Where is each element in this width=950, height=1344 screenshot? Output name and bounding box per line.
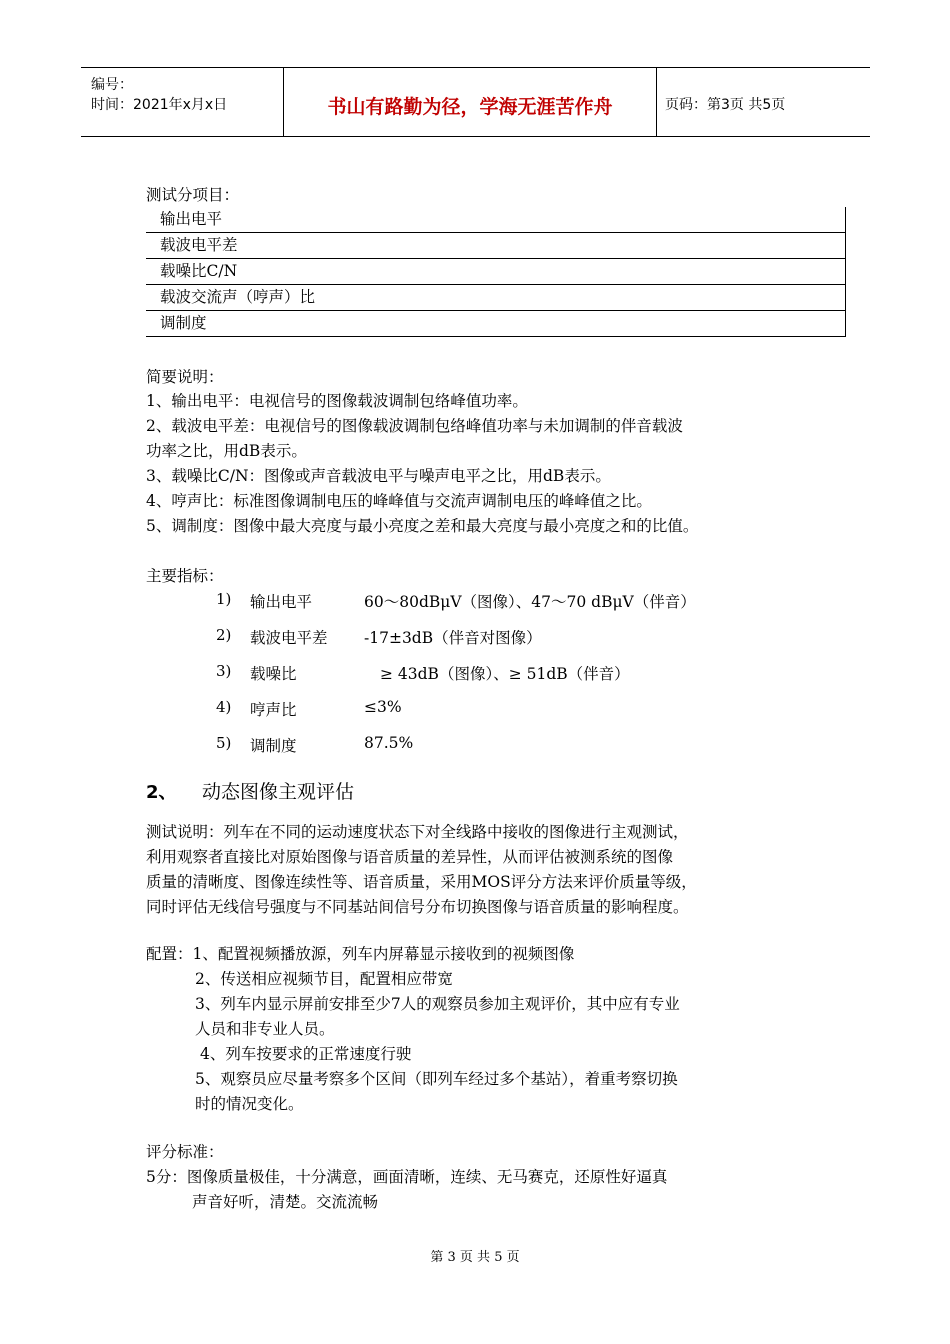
config-line: 配置：1、配置视频播放源，列车内屏幕显示接收到的视频图像 bbox=[146, 945, 575, 963]
table-row bbox=[146, 259, 846, 285]
brief-line: 4、哼声比：标准图像调制电压的峰峰值与交流声调制电压的峰峰值之比。 bbox=[146, 492, 652, 510]
header-page-code: 页码：第3页 共5页 bbox=[665, 97, 786, 113]
table-row bbox=[146, 311, 846, 337]
brief-title: 简要说明： bbox=[146, 368, 224, 386]
indicator-number: 1) bbox=[216, 590, 232, 608]
header-right-cell bbox=[657, 68, 870, 136]
brief-line: 2、载波电平差：电视信号的图像载波调制包络峰值功率与未加调制的伴音载波 bbox=[146, 417, 683, 435]
subitem-cell: 载波交流声（哼声）比 bbox=[146, 285, 846, 311]
indicator-name: 输出电平 bbox=[250, 593, 313, 611]
indicator-number: 4) bbox=[216, 698, 232, 716]
number-label: 编号： bbox=[91, 77, 133, 93]
table-row bbox=[146, 207, 846, 233]
subitem-cell: 载波电平差 bbox=[146, 233, 846, 259]
indicator-value: 60～80dBμV（图像）、47～70 dBμV（伴音） bbox=[364, 593, 696, 611]
table-row bbox=[146, 285, 846, 311]
table-row bbox=[146, 233, 846, 259]
subitem-cell: 载噪比C/N bbox=[146, 259, 846, 285]
header-motto: 书山有路勤为径，学海无涯苦作舟 bbox=[327, 96, 613, 118]
indicator-value: ≥ 43dB（图像）、≥ 51dB（伴音） bbox=[380, 665, 630, 683]
subitems-table bbox=[146, 207, 846, 337]
indicator-value: ≤3% bbox=[364, 698, 402, 716]
brief-line: 功率之比，用dB表示。 bbox=[146, 442, 307, 460]
scoring-title: 评分标准： bbox=[146, 1143, 224, 1161]
indicators-title: 主要指标： bbox=[146, 567, 224, 585]
subitem-cell: 调制度 bbox=[146, 311, 846, 337]
brief-line: 3、载噪比C/N：图像或声音载波电平与噪声电平之比，用dB表示。 bbox=[146, 467, 611, 485]
indicator-value: 87.5% bbox=[364, 734, 414, 752]
indicator-name: 哼声比 bbox=[250, 701, 297, 719]
section-desc-line: 质量的清晰度、图像连续性等、语音质量，采用MOS评分方法来评价质量等级， bbox=[146, 873, 697, 891]
section-desc-line: 测试说明：列车在不同的运动速度状态下对全线路中接收的图像进行主观测试， bbox=[146, 823, 689, 841]
indicator-name: 调制度 bbox=[250, 737, 297, 755]
brief-line: 1、输出电平：电视信号的图像载波调制包络峰值功率。 bbox=[146, 392, 528, 410]
config-line: 4、列车按要求的正常速度行驶 bbox=[200, 1045, 412, 1063]
section-desc-line: 利用观察者直接比对原始图像与语音质量的差异性，从而评估被测系统的图像 bbox=[146, 848, 674, 866]
config-line: 2、传送相应视频节目，配置相应带宽 bbox=[195, 970, 453, 988]
header-left-cell bbox=[81, 68, 284, 136]
config-line: 时的情况变化。 bbox=[195, 1095, 304, 1113]
config-line: 人员和非专业人员。 bbox=[195, 1020, 335, 1038]
indicator-name: 载波电平差 bbox=[250, 629, 328, 647]
indicator-name: 载噪比 bbox=[250, 665, 297, 683]
indicator-value: -17±3dB（伴音对图像） bbox=[364, 629, 542, 647]
subitems-title: 测试分项目： bbox=[146, 186, 240, 204]
section-number: 2、 bbox=[146, 782, 177, 803]
indicator-number: 5) bbox=[216, 734, 232, 752]
scoring-line: 5分：图像质量极佳，十分满意，画面清晰，连续、无马赛克，还原性好逼真 bbox=[146, 1168, 668, 1186]
page-footer: 第 3 页 共 5 页 bbox=[430, 1250, 520, 1265]
indicator-number: 2) bbox=[216, 626, 232, 644]
header-middle-cell bbox=[284, 68, 657, 136]
page-header bbox=[81, 67, 870, 137]
brief-line: 5、调制度：图像中最大亮度与最小亮度之差和最大亮度与最小亮度之和的比值。 bbox=[146, 517, 699, 535]
section-title: 动态图像主观评估 bbox=[202, 781, 355, 803]
config-line: 5、观察员应尽量考察多个区间（即列车经过多个基站），着重考察切换 bbox=[195, 1070, 678, 1088]
indicator-number: 3) bbox=[216, 662, 232, 680]
subitem-cell: 输出电平 bbox=[146, 207, 846, 233]
config-line: 3、列车内显示屏前安排至少7人的观察员参加主观评价，其中应有专业 bbox=[195, 995, 680, 1013]
section-desc-line: 同时评估无线信号强度与不同基站间信号分布切换图像与语音质量的影响程度。 bbox=[146, 898, 689, 916]
scoring-line: 声音好听，清楚。交流流畅 bbox=[192, 1193, 379, 1211]
time-label: 时间：2021年x月x日 bbox=[91, 97, 228, 113]
